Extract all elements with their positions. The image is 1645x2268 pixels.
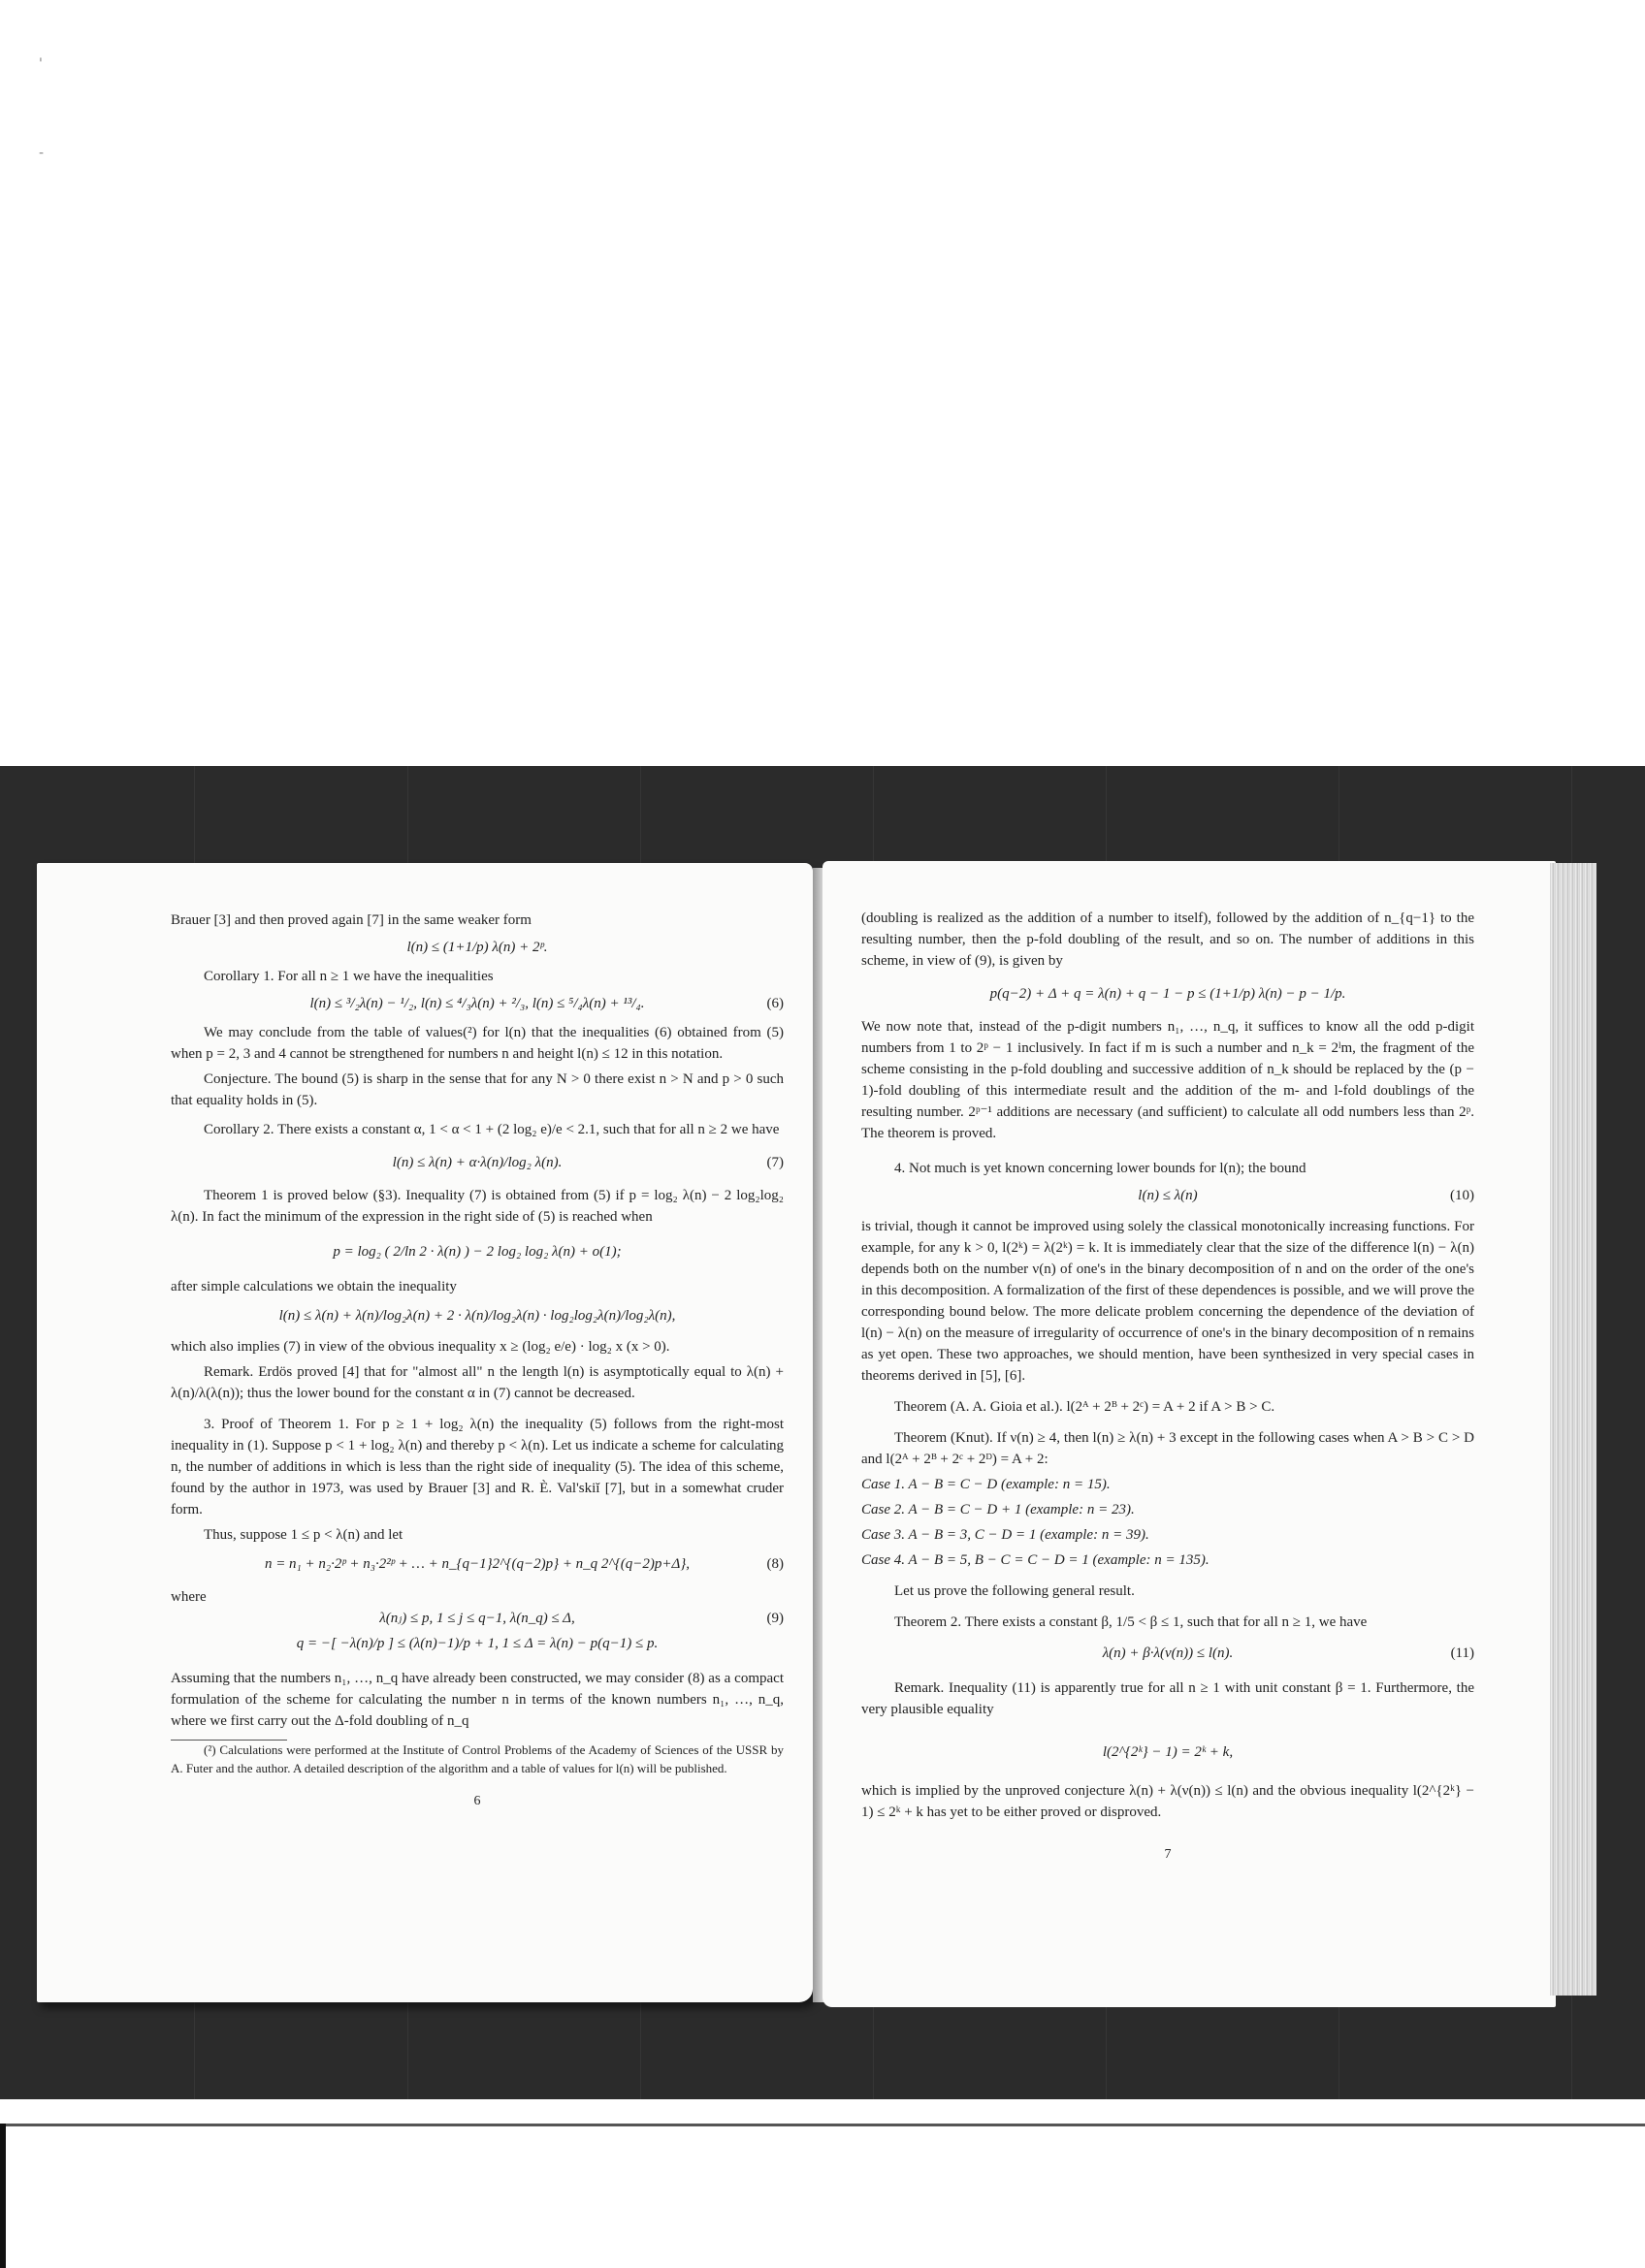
case-2: Case 2. A − B = C − D + 1 (example: n = 23). <box>861 1502 1135 1517</box>
paragraph: which is implied by the unproved conjecture λ(n) + λ(ν(n)) ≤ l(n) and the obvious inequality l(2^{2ᵏ} − 1) ≤ 2ᵏ + k has yet to be either proved or disproved. <box>861 1783 1474 1820</box>
case-3: Case 3. A − B = 3, C − D = 1 (example: n = 39). <box>861 1527 1149 1543</box>
scanner-lid-edge <box>0 2124 1645 2268</box>
paragraph: Theorem 1 is proved below (§3). Inequality (7) is obtained from (5) if p = log₂ λ(n) − 2 log₂log₂ λ(n). In fact the minimum of the expression in the right side of (5) is reached when <box>171 1188 784 1225</box>
equation-7: l(n) ≤ λ(n) + α·λ(n)/log₂ λ(n). (7) <box>392 1155 784 1170</box>
paragraph: Let us prove the following general result. <box>894 1583 1135 1599</box>
equation: l(n) ≤ (1+1/p) λ(n) + 2ᵖ. <box>406 940 548 955</box>
theorem-gioia: Theorem (A. A. Gioia et al.). l(2ᴬ + 2ᴮ + 2ᶜ) = A + 2 if A > B > C. <box>894 1399 1275 1415</box>
case-4: Case 4. A − B = 5, B − C = C − D = 1 (example: n = 135). <box>861 1552 1210 1568</box>
equation-6: l(n) ≤ ³/₂λ(n) − ¹/₂, l(n) ≤ ⁴/₃λ(n) + ²/₃, l(n) ≤ ⁵/₄λ(n) + ¹³/₄. (6) <box>309 996 784 1011</box>
remark: Remark. Inequality (11) is apparently true for all n ≥ 1 with unit constant β = 1. Furthermore, the very plausible equality <box>861 1680 1474 1717</box>
equation: p(q−2) + Δ + q = λ(n) + q − 1 − p ≤ (1+1/p) λ(n) − p − 1/p. <box>989 986 1346 1002</box>
paragraph: Brauer [3] and then proved again [7] in the same weaker form <box>171 912 532 928</box>
left-page-text <box>171 910 784 1812</box>
right-page-text <box>861 908 1474 1866</box>
corollary-1: Corollary 1. For all n ≥ 1 we have the inequalities <box>204 969 494 984</box>
conjecture: Conjecture. The bound (5) is sharp in the sense that for any N > 0 there exist n > N and p > 0 such that equality holds in (5). <box>171 1071 784 1108</box>
equation: l(2^{2ᵏ} − 1) = 2ᵏ + k, <box>1102 1744 1234 1760</box>
paragraph: is trivial, though it cannot be improved using solely the classical monotonically increasing functions. For example, for any k > 0, l(2ᵏ) = λ(2ᵏ) = k. It is immediately clear that the size of the difference l(n) − λ(n) depends both on the number ν(n) of one's in the binary decomposition of n and on the order of the one's in this decomposition. A formalization of the first of these dependences is possible, and we will prove the corresponding bound below. The more delicate problem concerning the dependence of the deviation of l(n) − λ(n) on the measure of irregularity of occurrence of one's in the binary decomposition of n remains as yet open. These two approaches, we should mention, have been synthesized in very special cases in theorems derived in [5], [6]. <box>861 1219 1474 1384</box>
equation: p = log₂ ( 2/ln 2 · λ(n) ) − 2 log₂ log₂ λ(n) + o(1); <box>333 1244 622 1260</box>
footnote: (²) Calculations were performed at the Institute of Control Problems of the Academy of Sciences of the USSR by A. Futer and the author. A detailed description of the algorithm and a table of values for l(n) will be published. <box>171 1742 784 1775</box>
scan-mark-small: - <box>39 145 45 161</box>
equation-8: n = n₁ + n₂·2ᵖ + n₃·2²ᵖ + … + n_{q−1}2^{(q−2)p} + n_q 2^{(q−2)p+Δ}, (8) <box>264 1556 784 1572</box>
page-number: 6 <box>473 1794 481 1808</box>
paragraph: where <box>171 1589 207 1605</box>
paragraph: We may conclude from the table of values(²) for l(n) that the inequalities (6) obtained from (5) when p = 2, 3 and 4 cannot be strengthened for numbers n and height l(n) ≤ 12 in this notation. <box>171 1025 784 1062</box>
paragraph: Assuming that the numbers n₁, …, n_q have already been constructed, we may consider (8) as a compact formulation of the scheme for calculating the number n in terms of the known numbers n₁, …, n_q, where we first carry out the Δ-fold doubling of n_q <box>171 1671 784 1729</box>
section-4: 4. Not much is yet known concerning lower bounds for l(n); the bound <box>894 1161 1306 1176</box>
theorem-knut: Theorem (Knut). If ν(n) ≥ 4, then l(n) ≥ λ(n) + 3 except in the following cases when A > B > C > D and l(2ᴬ + 2ᴮ + 2ᶜ + 2ᴰ) = A + 2: <box>861 1430 1474 1467</box>
paragraph: (doubling is realized as the addition of a number to itself), followed by the addition of n_{q−1} to the resulting number, then the p-fold doubling of the result, and so on. The number of additions in this scheme, in view of (9), is given by <box>861 910 1474 969</box>
equation-10: l(n) ≤ λ(n) (10) <box>1138 1188 1474 1203</box>
equation-9-line1: λ(nⱼ) ≤ p, 1 ≤ j ≤ q−1, λ(n_q) ≤ Δ, (9) <box>379 1611 784 1626</box>
case-1: Case 1. A − B = C − D (example: n = 15). <box>861 1477 1111 1492</box>
page-edges <box>1550 863 1597 1996</box>
page-number: 7 <box>1164 1847 1172 1862</box>
paragraph: after simple calculations we obtain the inequality <box>171 1279 457 1294</box>
corollary-2: Corollary 2. There exists a constant α, 1 < α < 1 + (2 log₂ e)/e < 2.1, such that for all n ≥ 2 we have <box>204 1122 780 1137</box>
theorem-2: Theorem 2. There exists a constant β, 1/5 < β ≤ 1, such that for all n ≥ 1, we have <box>894 1614 1368 1630</box>
equation-11: λ(n) + β·λ(ν(n)) ≤ l(n). (11) <box>1102 1645 1474 1661</box>
scan-mark-top: ' <box>39 56 43 72</box>
paragraph: which also implies (7) in view of the obvious inequality x ≥ (log₂ e/e) · log₂ x (x > 0). <box>171 1339 670 1355</box>
section-3: 3. Proof of Theorem 1. For p ≥ 1 + log₂ λ(n) the inequality (5) follows from the right-most inequality in (1). Suppose p < 1 + log₂ λ(n) and thereby p < λ(n). Let us indicate a scheme for calculating n, the number of additions in which is less than the right side of inequality (5). The idea of this scheme, found by the author in 1973, was used by Brauer [3] and R. È. Val'skiĭ [7], but in a somewhat cruder form. <box>171 1417 784 1517</box>
equation-9-line2: q = −[ −λ(n)/p ] ≤ (λ(n)−1)/p + 1, 1 ≤ Δ = λ(n) − p(q−1) ≤ p. <box>296 1636 659 1651</box>
equation: l(n) ≤ λ(n) + λ(n)/log₂λ(n) + 2 · λ(n)/log₂λ(n) · log₂log₂λ(n)/log₂λ(n), <box>278 1308 676 1324</box>
paragraph: We now note that, instead of the p-digit numbers n₁, …, n_q, it suffices to know all the odd p-digit numbers from 1 to 2ᵖ − 1 inclusively. In fact if m is such a number and n_k = 2ˡm, the fragment of the scheme consisting in the p-fold doubling and successive addition of n_k should be replaced by the (p − 1)-fold doubling of this intermediate result and the addition of the m- and l-fold doublings of the resulting number. 2ᵖ⁻¹ additions are necessary (and sufficient) to calculate all odd numbers less than 2ᵖ. The theorem is proved. <box>861 1019 1474 1141</box>
paragraph: Thus, suppose 1 ≤ p < λ(n) and let <box>204 1527 403 1543</box>
remark: Remark. Erdös proved [4] that for "almost all" n the length l(n) is asymptotically equal to λ(n) + λ(n)/λ(λ(n)); thus the lower bound for the constant α in (7) cannot be decreased. <box>171 1364 784 1401</box>
